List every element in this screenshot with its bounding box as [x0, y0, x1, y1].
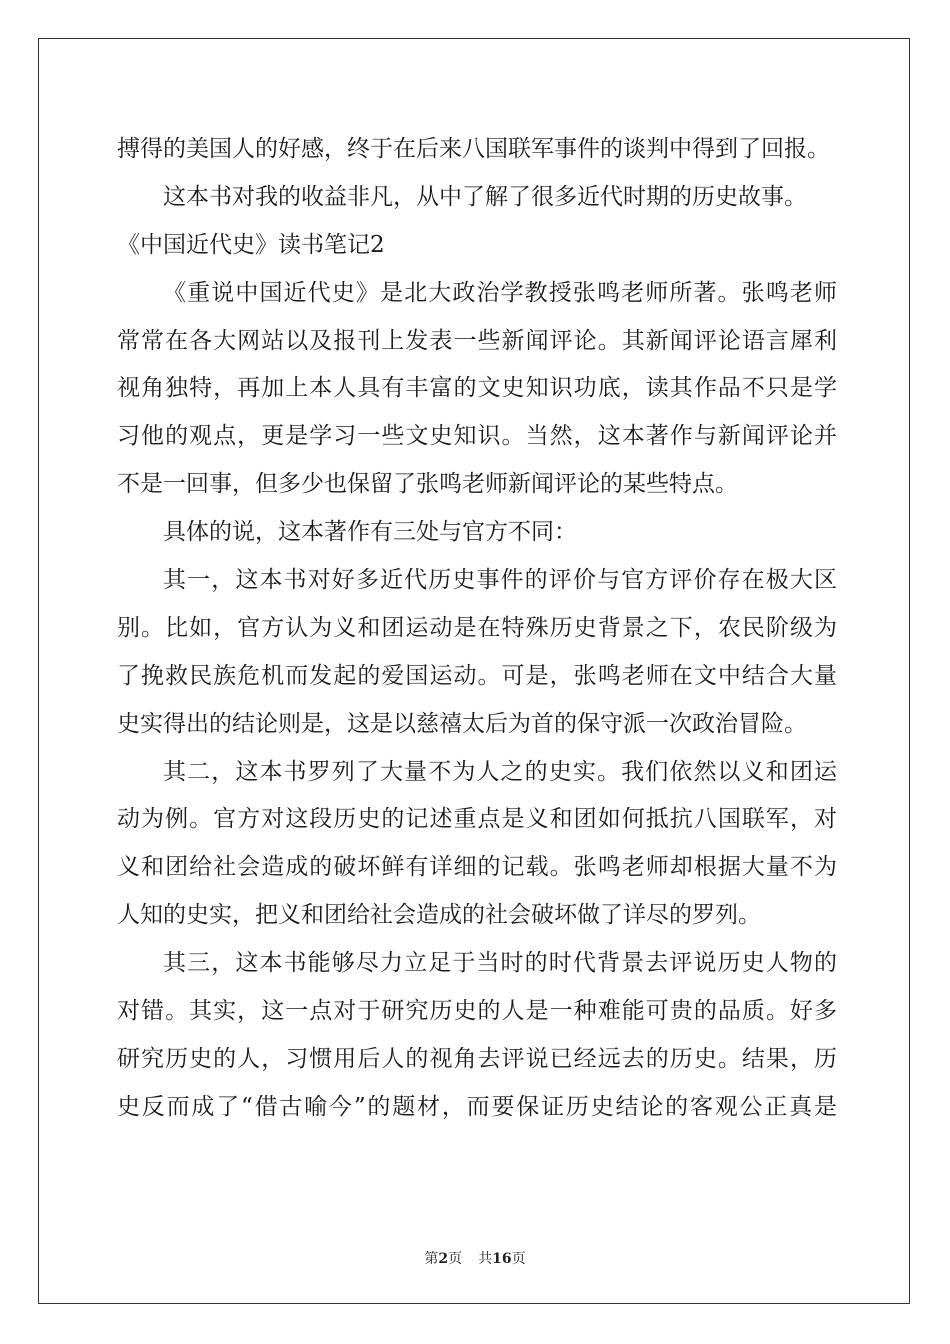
- text-line: 其一，这本书对好多近代历史事件的评价与官方评价存在极大区: [163, 567, 837, 594]
- page-label-prefix: 第: [424, 1251, 439, 1267]
- text-line: 义和团给社会造成的破坏鲜有详细的记载。张鸣老师却根据大量不为: [117, 854, 837, 881]
- text-line: 搏得的美国人的好感，终于在后来八国联军事件的谈判中得到了回报。: [117, 136, 830, 162]
- total-label-suffix: 页: [511, 1251, 526, 1267]
- total-pages-number: 16: [492, 1251, 512, 1267]
- text-line: 史实得出的结论则是，这是以慈禧太后为首的保守派一次政治冒险。: [117, 710, 807, 737]
- text-line: 其二，这本书罗列了大量不为人之的史实。我们依然以义和团运: [163, 758, 837, 785]
- text-line: 视角独特，再加上本人具有丰富的文史知识功底，读其作品不只是学: [117, 375, 837, 402]
- text-line: 具体的说，这本著作有三处与官方不同：: [163, 519, 577, 546]
- text-line: 别。比如，官方认为义和团运动是在特殊历史背景之下，农民阶级为: [117, 614, 837, 641]
- text-line: 《重说中国近代史》是北大政治学教授张鸣老师所著。张鸣老师: [163, 279, 837, 306]
- text-line: 《中国近代史》读书笔记2: [117, 231, 385, 258]
- text-line: 其三，这本书能够尽力立足于当时的时代背景去评说历史人物的: [163, 950, 837, 977]
- document-body: [117, 126, 837, 1132]
- text-line: 史反而成了“借古喻今”的题材，而要保证历史结论的客观公正真是: [117, 1093, 837, 1120]
- text-line: 研究历史的人，习惯用后人的视角去评说已经远去的历史。结果，历: [117, 1045, 837, 1072]
- text-line: 动为例。官方对这段历史的记述重点是义和团如何抵抗八国联军，对: [117, 806, 837, 833]
- text-line: 不是一回事，但多少也保留了张鸣老师新闻评论的某些特点。: [117, 471, 738, 498]
- text-line: 这本书对我的收益非凡，从中了解了很多近代时期的历史故事。: [163, 183, 807, 210]
- text-line: 人知的史实，把义和团给社会造成的社会破坏做了详尽的罗列。: [117, 902, 761, 929]
- text-line: 对错。其实，这一点对于研究历史的人是一种难能可贵的品质。好多: [117, 998, 837, 1025]
- total-label-prefix: 共: [478, 1251, 493, 1267]
- text-line: 了挽救民族危机而发起的爱国运动。可是，张鸣老师在文中结合大量: [117, 662, 837, 689]
- text-line: 常常在各大网站以及报刊上发表一些新闻评论。其新闻评论语言犀利: [117, 327, 837, 354]
- text-line: 习他的观点，更是学习一些文史知识。当然，这本著作与新闻评论并: [117, 423, 837, 450]
- page-footer: [0, 1248, 950, 1268]
- current-page-number: 2: [438, 1251, 449, 1267]
- page-label-suffix: 页: [448, 1251, 463, 1267]
